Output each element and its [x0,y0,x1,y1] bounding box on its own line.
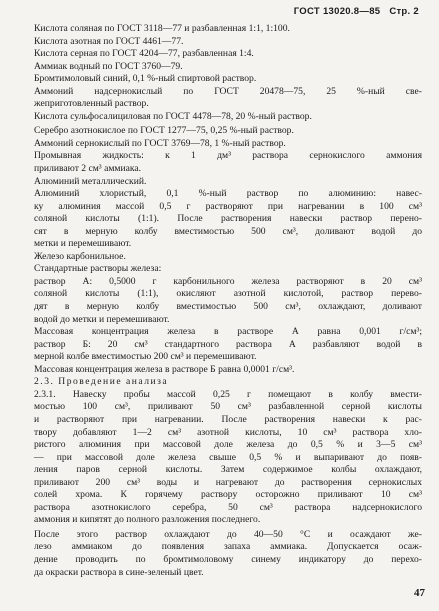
text-line: 2.3. Проведение анализа [34,376,169,388]
text-line: жеприготовленный раствор. [34,98,149,110]
text-line: ления паров серной кислоты. Затем содержимое колбы охлаждают, [34,464,422,476]
text-line: Кислота соляная по ГОСТ 3118—77 и разбавленная 1:1, 1:100. [34,23,290,34]
text-line: Кислота азотная по ГОСТ 4461—77. [34,35,184,47]
page-label: Стр. 2 [389,6,419,17]
text-line: — при массовой доле железа свыше 0,5 % и выпаривают до появ- [34,451,422,463]
text-line: раствора азотнокислого серебра, 50 см³ раствора надсернокислого [34,501,422,513]
text-line: 2.3.1. Навеску пробы массой 0,25 г помещают в колбу вмести- [34,388,422,400]
text-line: Кислота серная по ГОСТ 4204—77, разбавленная 1:4. [34,48,254,60]
text-line: Кислота сульфосалициловая по ГОСТ 4478—78, 20 %-ный раствор. [34,110,312,122]
text-line: Бромтимоловый синий, 0,1 %-ный спиртовой раствор. [34,73,257,85]
text-line: Массовая концентрация железа в растворе Б равна 0,0001 г/см³. [34,363,295,375]
standard-number: ГОСТ 13020.8—85 [293,6,381,17]
text-line: аммония и кипятят до полного разложения последнего. [34,514,261,526]
text-line: дят в мерную колбу вместимостью 500 см³, охлаждают, доливают [34,301,422,313]
text-line: Аммоний сернокислый по ГОСТ 3769—78, 1 %-ный раствор. [34,137,286,149]
text-line: Промывная жидкость: к 1 дм³ раствора сернокислого аммония [34,150,422,162]
page-number: 47 [414,587,425,599]
text-line: После этого раствор охлаждают до 40—50 °С и осаждают же- [34,528,422,540]
text-line: раствор Б: 20 см³ стандартного раствора А разбавляют водой в [34,338,422,350]
text-line: раствор А: 0,5000 г карбонильного железа растворяют в 20 см³ [34,275,422,287]
body-text [34,23,422,579]
text-line: Алюминий хлористый, 0,1 %-ный раствор по алюминию: навес- [34,188,422,200]
text-line: соляной кислоты (1:1). После растворения навески раствор перено- [34,213,422,225]
text-line: Аммоний надсернокислый по ГОСТ 20478—75, 25 %-ный све- [34,85,422,97]
text-line: Стандартные растворы железа: [34,263,162,275]
text-line: Массовая концентрация железа в растворе А равна 0,001 г/см³; [34,326,422,338]
text-line: приливают 200 см³ воды и нагревают до растворения сернокислых [34,476,422,488]
text-line: Алюминий металлический. [34,175,147,187]
text-line: твору добавляют 1—2 см³ азотной кислоты, 10 см³ раствора хло- [34,426,422,438]
text-line: метки и перемешивают. [34,238,132,250]
text-line: дение проводить по бромтимоловому синему индикатору до перехо- [34,553,422,565]
text-line: мостью 100 см³, приливают 50 см³ разбавленной серной кислоты [34,401,422,413]
text-line: и растворяют при нагревании. После растворения навески к рас- [34,413,422,425]
text-line: Аммиак водный по ГОСТ 3760—79. [34,60,183,72]
text-line: водой до метки и перемешивают. [34,313,170,325]
text-line: ристого алюминия при массовой доле железа до 0,5 % и 3—5 см³ [34,439,422,451]
text-line: сят в мерную колбу вместимостью 500 см³, доливают водой до [34,225,422,237]
text-line: солей хрома. К горячему раствору осторожно приливают 10 см³ [34,489,422,501]
text-line: соляной кислоты (1:1), окисляют азотной кислотой, раствор перево- [34,288,422,300]
text-line: да окраски раствора в сине-зеленый цвет. [34,566,204,578]
text-line: Серебро азотнокислое по ГОСТ 1277—75, 0,25 %-ный раствор. [34,125,294,137]
text-line: мерной колбе вместимостью 200 см³ и перемешивают. [34,351,257,363]
text-line: ку алюминия массой 0,5 г растворяют при нагревании в 100 см³ [34,200,422,212]
running-header [294,6,419,17]
text-line: приливают 2 см³ аммиака. [34,163,142,175]
text-line: лезо аммиаком до появления запаха аммиака. Допускается осаж- [34,541,422,553]
text-line: Железо карбонильное. [34,250,126,262]
